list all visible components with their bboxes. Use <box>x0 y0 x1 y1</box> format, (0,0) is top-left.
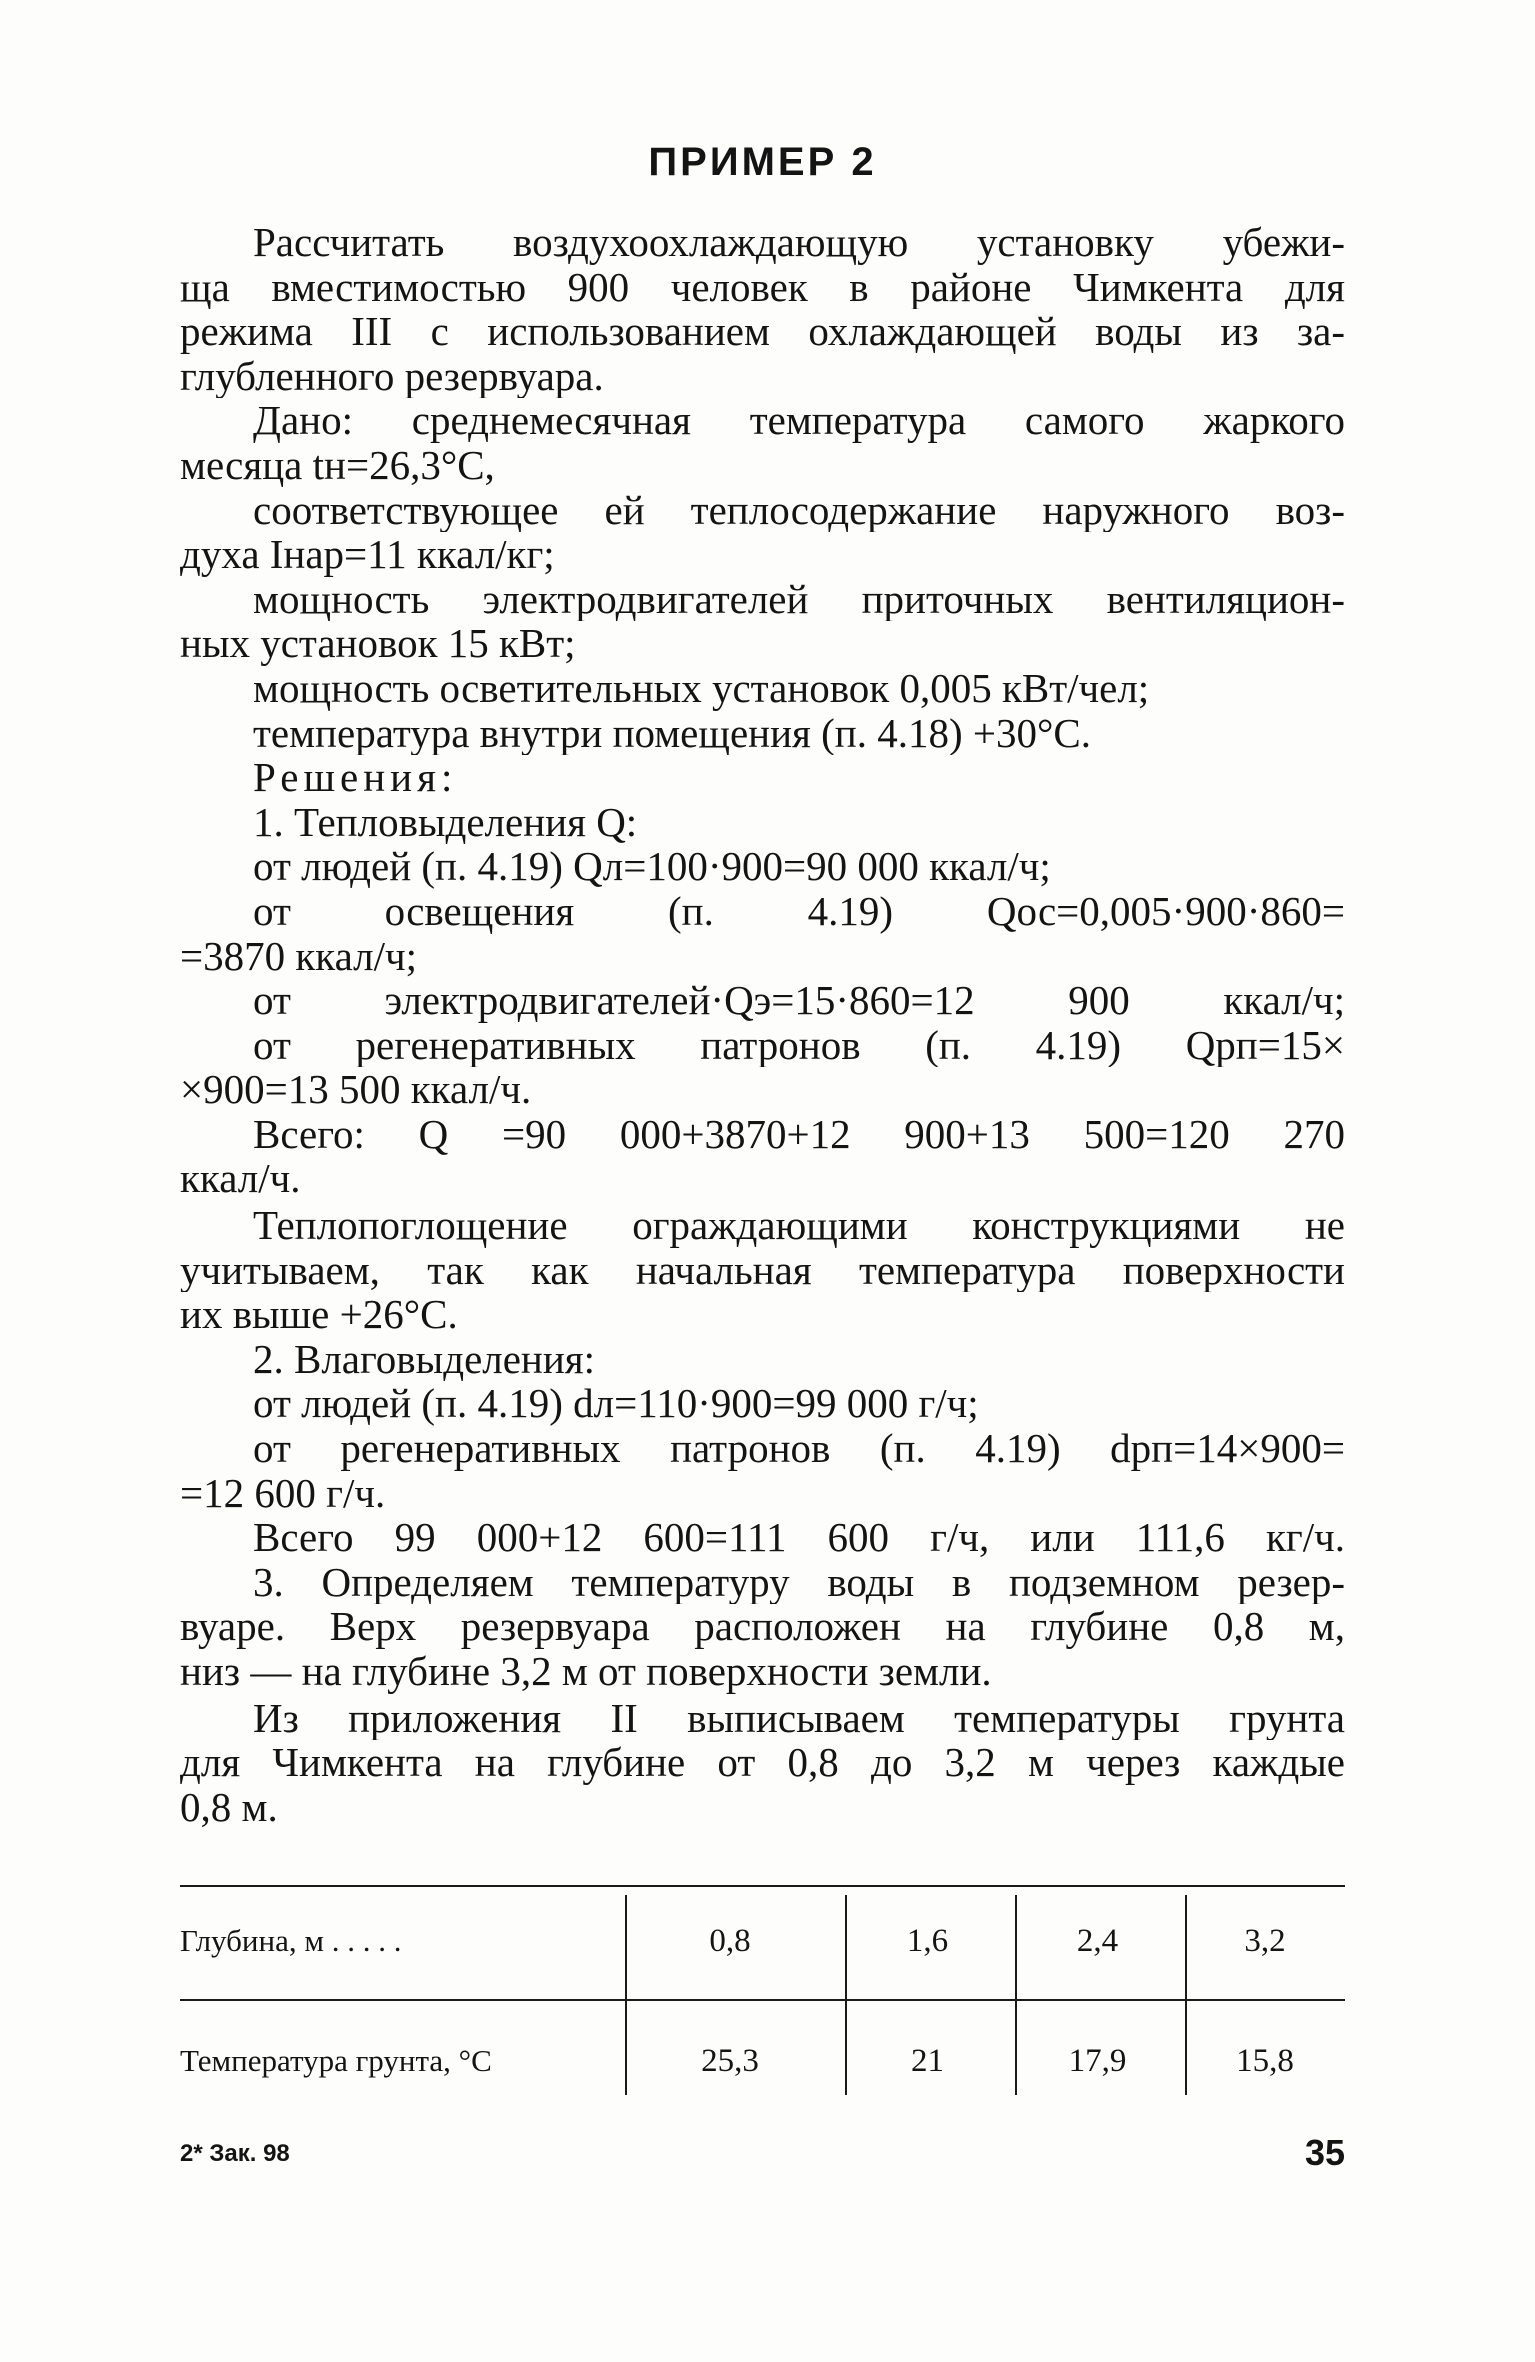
text-line: =12 600 г/ч. <box>180 1470 386 1516</box>
text-line: температура внутри помещения (п. 4.18) +30°С. <box>253 710 1091 756</box>
text-line: мощность осветительных установок 0,005 кВт/чел; <box>253 665 1150 711</box>
text-line: ных установок 15 кВт; <box>180 621 576 666</box>
table-top-rule <box>180 1885 1345 1887</box>
example-heading: ПРИМЕР 2 <box>648 140 877 184</box>
table-cell: 2,4 <box>1076 1923 1119 1959</box>
text-line: ×900=13 500 ккал/ч. <box>180 1067 532 1112</box>
table-middle-rule <box>180 1999 1345 2001</box>
text-line: Рассчитать воздухоохлаждающую установку убежи- <box>253 220 1345 265</box>
document-body <box>180 220 1345 1829</box>
text-line: от регенеративных патронов (п. 4.19) Qрп=15× <box>253 1022 1345 1068</box>
soil-temperature-table <box>180 1885 1345 2105</box>
text-line: Дано: среднемесячная температура самого жаркого <box>253 398 1345 443</box>
text-line: 0,8 м. <box>180 1784 278 1830</box>
text-line: =3870 ккал/ч; <box>180 933 418 979</box>
text-line: мощность электродвигателей приточных вентиляцион- <box>253 576 1345 622</box>
text-line: от регенеративных патронов (п. 4.19) dрп=14×900= <box>253 1426 1345 1471</box>
text-line: соответствующее ей теплосодержание наружного воз- <box>253 487 1345 533</box>
text-line: 2. Влаговыделения: <box>253 1336 596 1382</box>
text-line: Из приложения II выписываем температуры грунта <box>253 1695 1345 1741</box>
text-line: Теплопоглощение ограждающими конструкциями не <box>253 1203 1345 1248</box>
text-line: ща вместимостью 900 человек в районе Чимкента для <box>180 264 1345 310</box>
text-line: Решения: <box>253 755 458 800</box>
text-line: от людей (п. 4.19) dл=110·900=99 000 г/ч; <box>253 1381 979 1427</box>
text-line: учитываем, так как начальная температура поверхности <box>180 1247 1345 1293</box>
table-cell: 15,8 <box>1236 2043 1294 2079</box>
document-page <box>180 0 1345 2362</box>
table-cell: 21 <box>911 2043 944 2079</box>
text-line: ккал/ч. <box>180 1156 301 1202</box>
table-cell: 3,2 <box>1244 1923 1286 1959</box>
page-number: 35 <box>1304 2132 1345 2173</box>
text-line: их выше +26°С. <box>180 1292 458 1337</box>
text-line: духа Iнар=11 ккал/кг; <box>180 532 555 577</box>
text-line: месяца tн=26,3°С, <box>180 442 495 488</box>
text-line: от освещения (п. 4.19) Qос=0,005·900·860= <box>253 888 1345 934</box>
text-line: режима III с использованием охлаждающей воды из за- <box>180 309 1345 354</box>
text-line: низ — на глубине 3,2 м от поверхности земли. <box>180 1649 992 1694</box>
table-row-label: Глубина, м . . . . . <box>180 1923 402 1958</box>
table-cell: 25,3 <box>701 2043 759 2079</box>
table-cell: 1,6 <box>906 1923 949 1959</box>
text-line: 1. Тепловыделения Q: <box>253 799 638 845</box>
table-cell: 17,9 <box>1068 2043 1127 2079</box>
text-line: для Чимкента на глубине от 0,8 до 3,2 м через каждые <box>180 1740 1345 1785</box>
text-line: Всего 99 000+12 600=111 600 г/ч, или 111,6 кг/ч. <box>253 1515 1345 1560</box>
text-line: от электродвигателей·Qэ=15·860=12 900 ккал/ч; <box>253 978 1345 1023</box>
table-cell: 0,8 <box>709 1923 751 1959</box>
text-line: от людей (п. 4.19) Qл=100·900=90 000 ккал/ч; <box>253 844 1051 889</box>
text-line: вуаре. Верх резервуара расположен на глубине 0,8 м, <box>180 1604 1345 1649</box>
text-line: 3. Определяем температуру воды в подземном резер- <box>253 1559 1345 1605</box>
table-row-label: Температура грунта, °С <box>180 2043 492 2078</box>
text-line: глубленного резервуара. <box>180 353 604 399</box>
printing-signature: 2* Зак. 98 <box>180 2140 290 2167</box>
text-line: Всего: Q =90 000+3870+12 900+13 500=120 270 <box>253 1111 1345 1157</box>
